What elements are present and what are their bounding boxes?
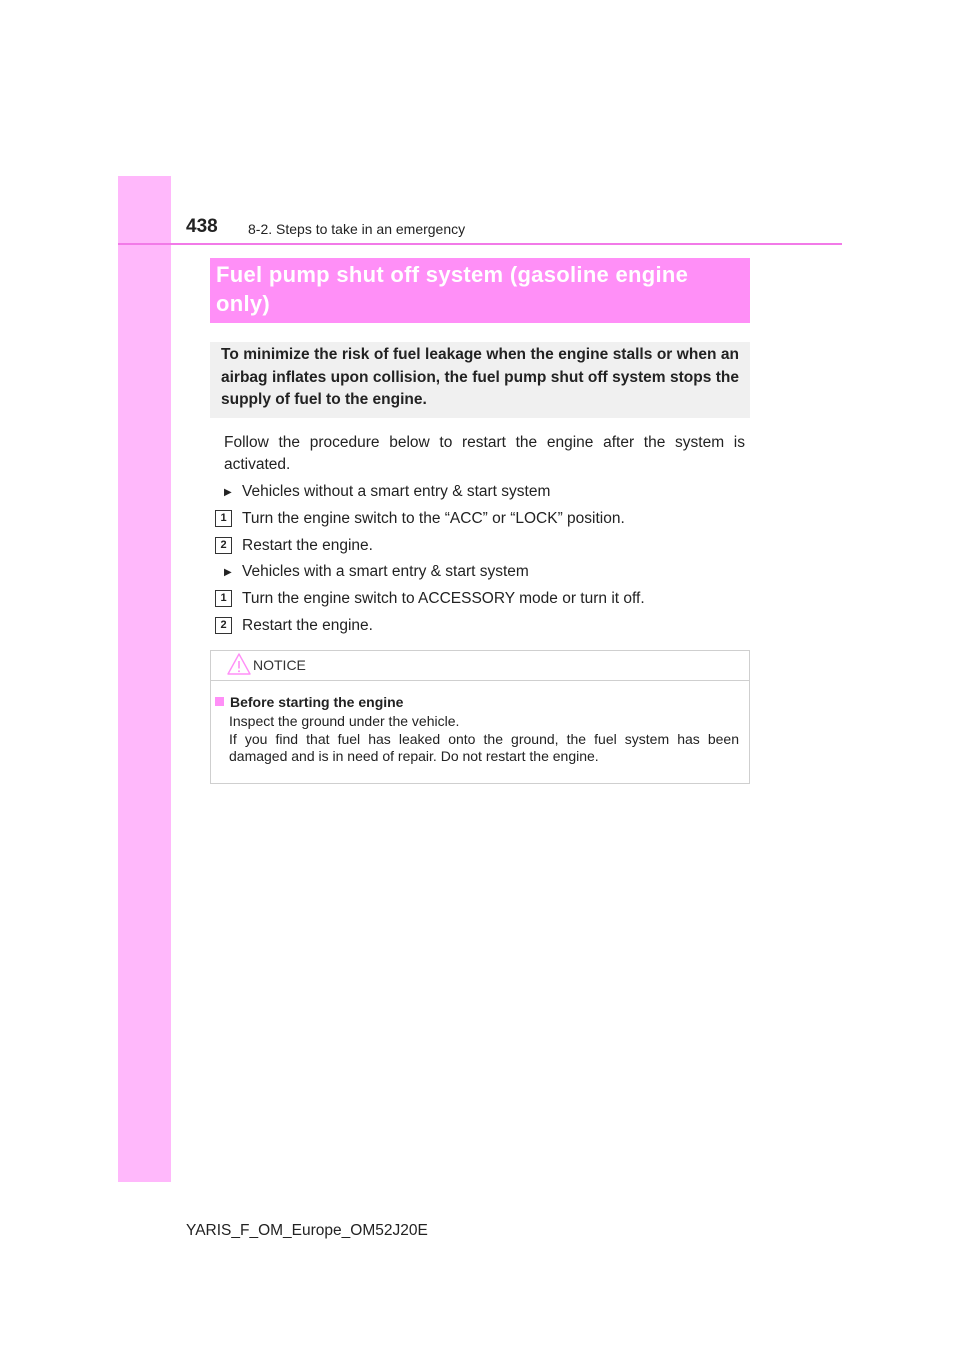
step-text: Restart the engine. <box>242 617 373 634</box>
notice-body <box>211 681 749 766</box>
triangle-bullet-icon: ▶ <box>224 487 232 498</box>
square-bullet-icon <box>215 697 224 706</box>
step-number-badge: 1 <box>215 590 232 607</box>
triangle-bullet-icon: ▶ <box>224 567 232 578</box>
header-divider <box>118 243 842 245</box>
section-breadcrumb: 8-2. Steps to take in an emergency <box>248 221 466 237</box>
warning-triangle-icon <box>226 651 252 677</box>
page-title-line-1: Fuel pump shut off system (gasoline engine <box>216 262 689 287</box>
page-title <box>216 260 744 318</box>
notice-subheading-label: Before starting the engine <box>230 694 404 710</box>
side-tab-bar <box>118 176 171 1182</box>
step-number-badge: 2 <box>215 617 232 634</box>
procedure-heading-label: Vehicles without a smart entry & start system <box>242 483 551 500</box>
notice-header <box>211 651 749 681</box>
procedure-heading-label: Vehicles with a smart entry & start system <box>242 563 529 580</box>
intro-text: To minimize the risk of fuel leakage when the engine stalls or when an airbag inflates upon collision, the fuel pump shut off system stops the supply of fuel to the engine. <box>221 346 739 408</box>
notice-line: If you find that fuel has leaked onto the ground, the fuel system has been damaged and is in need of repair. Do not restart the engine. <box>229 730 739 764</box>
notice-line: Inspect the ground under the vehicle. <box>229 713 460 729</box>
step-number-badge: 1 <box>215 510 232 527</box>
page-number: 438 <box>186 216 218 237</box>
step-text: Restart the engine. <box>242 537 373 554</box>
step-text: Turn the engine switch to the “ACC” or “LOCK” position. <box>242 510 625 527</box>
notice-box <box>210 650 750 784</box>
page-title-line-2: only) <box>216 291 271 316</box>
step-text: Turn the engine switch to ACCESSORY mode or turn it off. <box>242 590 645 607</box>
notice-subheading <box>215 693 739 711</box>
title-banner <box>210 258 750 323</box>
body-paragraph: Follow the procedure below to restart the engine after the system is activated. <box>224 434 745 473</box>
procedure-heading-with-smart-entry <box>224 561 529 583</box>
notice-label: NOTICE <box>253 657 306 673</box>
document-code: YARIS_F_OM_Europe_OM52J20E <box>186 1222 428 1239</box>
notice-text <box>229 713 739 766</box>
intro-box <box>210 342 750 418</box>
procedure-heading-without-smart-entry <box>224 481 550 503</box>
step-number-badge: 2 <box>215 537 232 554</box>
